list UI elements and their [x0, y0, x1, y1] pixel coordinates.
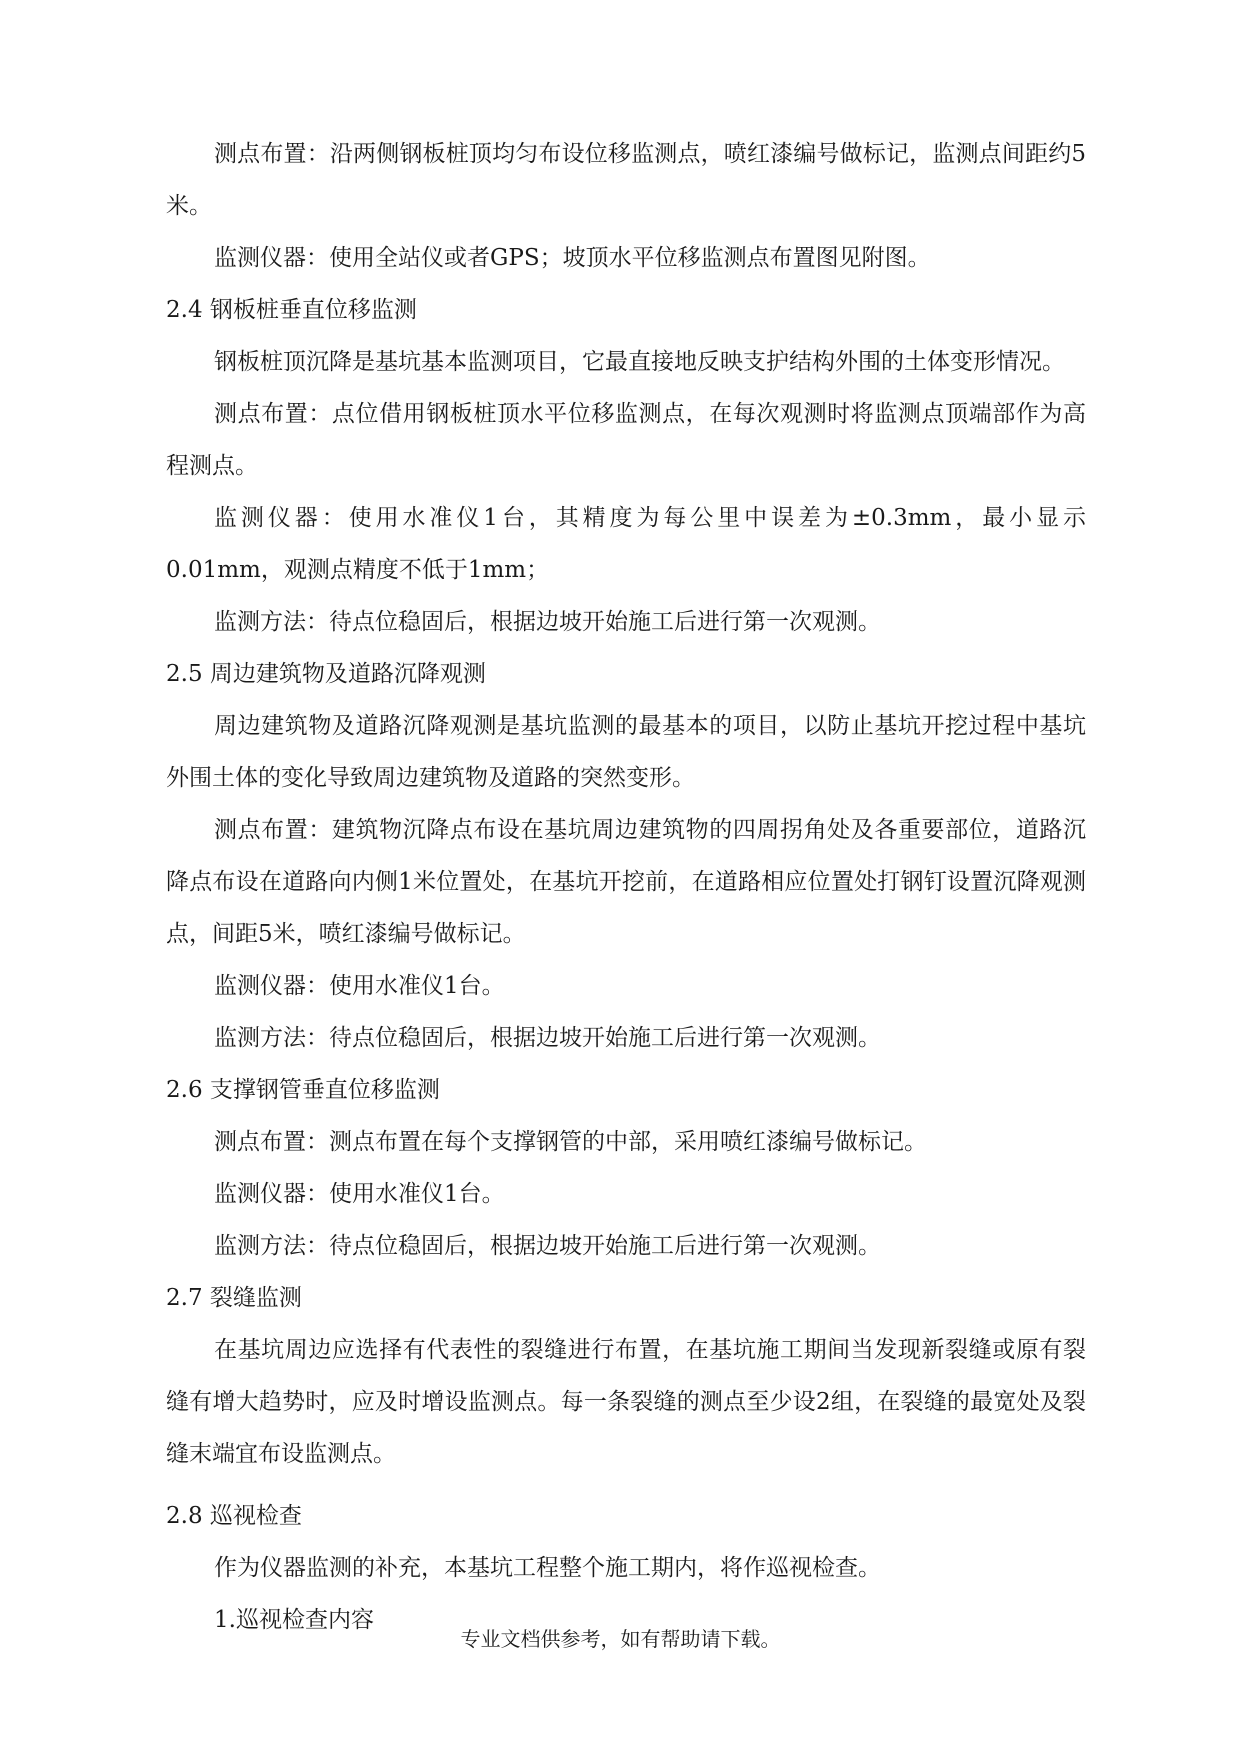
page-footer: 专业文档供参考，如有帮助请下载。: [460, 1627, 781, 1651]
section-heading: 2.4 钢板桩垂直位移监测: [166, 297, 417, 323]
paragraph: 监测仪器：使用全站仪或者GPS；坡顶水平位移监测点布置图见附图。: [214, 245, 931, 271]
document-body: [166, 128, 1086, 1646]
section-heading: 2.6 支撑钢管垂直位移监测: [166, 1077, 440, 1103]
paragraph: 测点布置：测点布置在每个支撑钢管的中部，采用喷红漆编号做标记。: [214, 1129, 927, 1155]
section-heading: 2.7 裂缝监测: [166, 1285, 302, 1311]
paragraph: 作为仪器监测的补充，本基坑工程整个施工期内，将作巡视检查。: [214, 1555, 881, 1581]
paragraph: 测点布置：点位借用钢板桩顶水平位移监测点，在每次观测时将监测点顶端部作为高程测点。: [166, 401, 1086, 479]
paragraph: 1.巡视检查内容: [214, 1607, 374, 1633]
paragraph: 测点布置：沿两侧钢板桩顶均匀布设位移监测点，喷红漆编号做标记，监测点间距约5米。: [166, 141, 1086, 219]
section-heading: 2.5 周边建筑物及道路沉降观测: [166, 661, 486, 687]
paragraph: 钢板桩顶沉降是基坑基本监测项目，它最直接地反映支护结构外围的土体变形情况。: [214, 349, 1065, 375]
paragraph: 监测仪器：使用水准仪1台。: [214, 973, 505, 999]
paragraph: 监测方法：待点位稳固后，根据边坡开始施工后进行第一次观测。: [214, 1233, 881, 1259]
paragraph: 监测仪器：使用水准仪1台，其精度为每公里中误差为±0.3mm，最小显示0.01mm，观测点精度不低于1mm；: [166, 505, 1086, 583]
paragraph: 测点布置：建筑物沉降点布设在基坑周边建筑物的四周拐角处及各重要部位，道路沉降点布设在道路向内侧1米位置处，在基坑开挖前，在道路相应位置处打钢钉设置沉降观测点，间距5米，喷红漆编号做标记。: [166, 817, 1086, 947]
paragraph: 监测方法：待点位稳固后，根据边坡开始施工后进行第一次观测。: [214, 609, 881, 635]
paragraph: 监测方法：待点位稳固后，根据边坡开始施工后进行第一次观测。: [214, 1025, 881, 1051]
paragraph: 在基坑周边应选择有代表性的裂缝进行布置，在基坑施工期间当发现新裂缝或原有裂缝有增大趋势时，应及时增设监测点。每一条裂缝的测点至少设2组，在裂缝的最宽处及裂缝末端宜布设监测点。: [166, 1337, 1086, 1467]
paragraph: 监测仪器：使用水准仪1台。: [214, 1181, 505, 1207]
paragraph: 周边建筑物及道路沉降观测是基坑监测的最基本的项目，以防止基坑开挖过程中基坑外围土体的变化导致周边建筑物及道路的突然变形。: [166, 713, 1086, 791]
section-heading: 2.8 巡视检查: [166, 1503, 302, 1529]
